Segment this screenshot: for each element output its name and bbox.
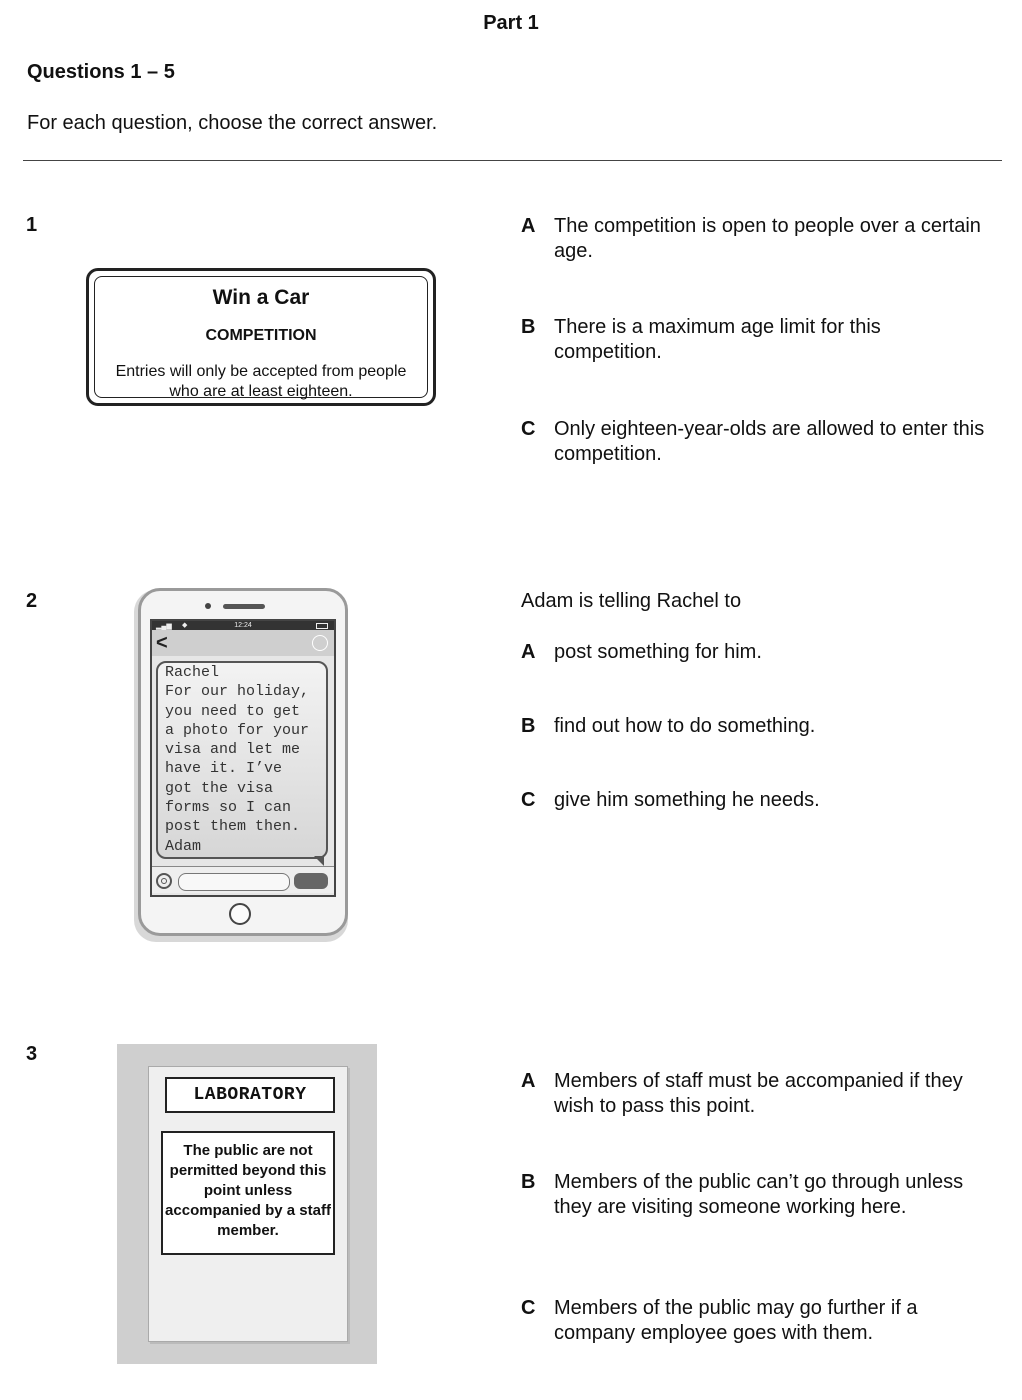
- instruction: For each question, choose the correct answer.: [27, 112, 438, 134]
- answer-option-a[interactable]: [521, 1069, 991, 1119]
- answer-option-b[interactable]: [521, 315, 991, 365]
- phone-screen: [150, 619, 336, 897]
- option-letter: C: [521, 789, 536, 811]
- compose-bar: [152, 866, 334, 893]
- contact-icon: [312, 635, 328, 651]
- option-text: There is a maximum age limit for this competition.: [554, 316, 881, 363]
- answer-option-a[interactable]: [521, 640, 991, 665]
- send-button-icon: [294, 873, 328, 889]
- answer-option-c[interactable]: [521, 788, 991, 813]
- question-number: 2: [26, 590, 38, 612]
- speaker-icon: [223, 604, 265, 609]
- option-letter: A: [521, 641, 536, 663]
- option-text: The competition is open to people over a certain age.: [554, 215, 981, 262]
- message-bubble: [156, 661, 328, 859]
- status-bar: [152, 621, 334, 630]
- answer-option-c[interactable]: [521, 1296, 991, 1346]
- notice-subtitle: COMPETITION: [205, 327, 317, 344]
- option-text: Members of the public may go further if a company employee goes with them.: [554, 1297, 918, 1344]
- sign-heading: LABORATORY: [165, 1077, 335, 1113]
- option-text: Members of staff must be accompanied if they wish to pass this point.: [554, 1070, 963, 1117]
- question-number: 1: [26, 214, 38, 236]
- bubble-tail: [314, 856, 324, 866]
- divider: [23, 160, 1002, 161]
- compose-input: [178, 873, 290, 891]
- option-letter: B: [521, 1171, 536, 1193]
- answer-option-b[interactable]: [521, 714, 991, 739]
- status-time: 12:24: [234, 622, 252, 629]
- home-button-icon: [229, 903, 251, 925]
- camera-icon: [205, 603, 211, 609]
- answer-option-c[interactable]: [521, 417, 991, 467]
- back-icon: <: [156, 632, 168, 654]
- option-text: give him something he needs.: [554, 789, 820, 811]
- battery-icon: [316, 623, 328, 629]
- notice-body: Entries will only be accepted from people who are at least eighteen.: [115, 363, 407, 400]
- phone-illustration: [138, 588, 348, 936]
- part-title: Part 1: [483, 12, 539, 34]
- laboratory-sign: [117, 1044, 377, 1364]
- wifi-icon: ◆: [182, 622, 188, 629]
- notice-title: Win a Car: [212, 286, 310, 309]
- answer-option-a[interactable]: [521, 214, 991, 264]
- option-text: Only eighteen-year-olds are allowed to enter this competition.: [554, 418, 985, 465]
- option-letter: B: [521, 715, 536, 737]
- option-letter: C: [521, 1297, 536, 1319]
- competition-notice: [86, 268, 436, 406]
- message-text: Rachel For our holiday, you need to get a photo for your visa and let me have it. I’ve got the visa forms so I can post them then. Adam: [165, 664, 310, 855]
- notice-inner-border: [94, 276, 428, 398]
- answer-option-b[interactable]: [521, 1170, 991, 1220]
- option-text: Members of the public can’t go through unless they are visiting someone working here.: [554, 1171, 964, 1218]
- message-nav-bar: [152, 630, 334, 656]
- option-text: find out how to do something.: [554, 715, 816, 737]
- signal-icon: ▂▄▆: [156, 623, 172, 630]
- questions-range: Questions 1 – 5: [27, 61, 175, 83]
- option-letter: A: [521, 1070, 536, 1092]
- question-stem: Adam is telling Rachel to: [521, 590, 742, 612]
- option-text: post something for him.: [554, 641, 762, 663]
- camera-button-icon: [156, 873, 172, 889]
- sign-panel: [148, 1066, 348, 1342]
- option-letter: B: [521, 316, 536, 338]
- option-letter: C: [521, 418, 536, 440]
- sign-body: The public are not permitted beyond this point unless accompanied by a staff member.: [161, 1131, 335, 1255]
- question-number: 3: [26, 1043, 38, 1065]
- option-letter: A: [521, 215, 536, 237]
